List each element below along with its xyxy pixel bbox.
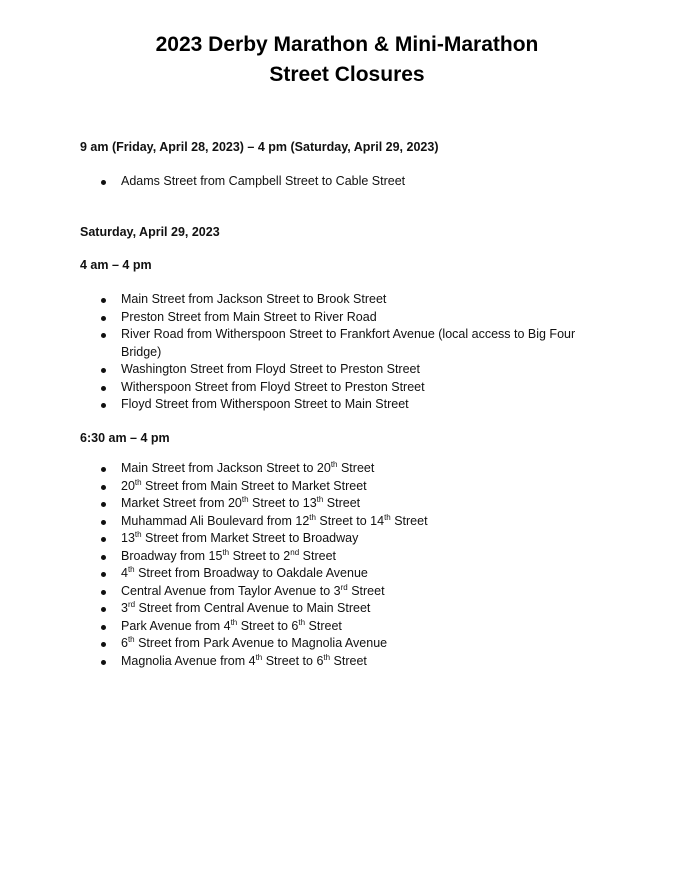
closure-item: Muhammad Ali Boulevard from 12th Street to 14th Street: [0, 513, 591, 531]
section-2-list: [0, 291, 591, 414]
closure-item: Preston Street from Main Street to River Road: [0, 309, 591, 327]
closure-item: 20th Street from Main Street to Market Street: [0, 478, 591, 496]
section-1-heading: 9 am (Friday, April 28, 2023) – 4 pm (Saturday, April 29, 2023): [80, 140, 439, 154]
closure-item: 4th Street from Broadway to Oakdale Avenue: [0, 565, 591, 583]
closure-item: Witherspoon Street from Floyd Street to Preston Street: [0, 379, 591, 397]
closure-item: Park Avenue from 4th Street to 6th Street: [0, 618, 591, 636]
closure-item: Washington Street from Floyd Street to Preston Street: [0, 361, 591, 379]
closure-item: Main Street from Jackson Street to Brook Street: [0, 291, 591, 309]
closure-item: 3rd Street from Central Avenue to Main Street: [0, 600, 591, 618]
title-line-2: Street Closures: [269, 63, 425, 86]
title-line-1: 2023 Derby Marathon & Mini-Marathon: [155, 33, 539, 56]
section-1-list: [0, 173, 591, 191]
closure-item: Central Avenue from Taylor Avenue to 3rd Street: [0, 583, 591, 601]
closure-item: River Road from Witherspoon Street to Frankfort Avenue (local access to Big Four Bridge): [0, 326, 591, 361]
closure-item: Floyd Street from Witherspoon Street to Main Street: [0, 396, 591, 414]
closure-item: 6th Street from Park Avenue to Magnolia Avenue: [0, 635, 591, 653]
closure-item: Magnolia Avenue from 4th Street to 6th Street: [0, 653, 591, 671]
closure-item: Adams Street from Campbell Street to Cable Street: [0, 173, 591, 191]
closure-item: Broadway from 15th Street to 2nd Street: [0, 548, 591, 566]
section-2-date: Saturday, April 29, 2023: [80, 225, 220, 239]
closure-item: Main Street from Jackson Street to 20th Street: [0, 460, 591, 478]
section-2-heading: 4 am – 4 pm: [80, 258, 152, 272]
closure-item: 13th Street from Market Street to Broadway: [0, 530, 591, 548]
closure-item: Market Street from 20th Street to 13th Street: [0, 495, 591, 513]
section-3-heading: 6:30 am – 4 pm: [80, 431, 170, 445]
section-3-list: [0, 460, 591, 670]
